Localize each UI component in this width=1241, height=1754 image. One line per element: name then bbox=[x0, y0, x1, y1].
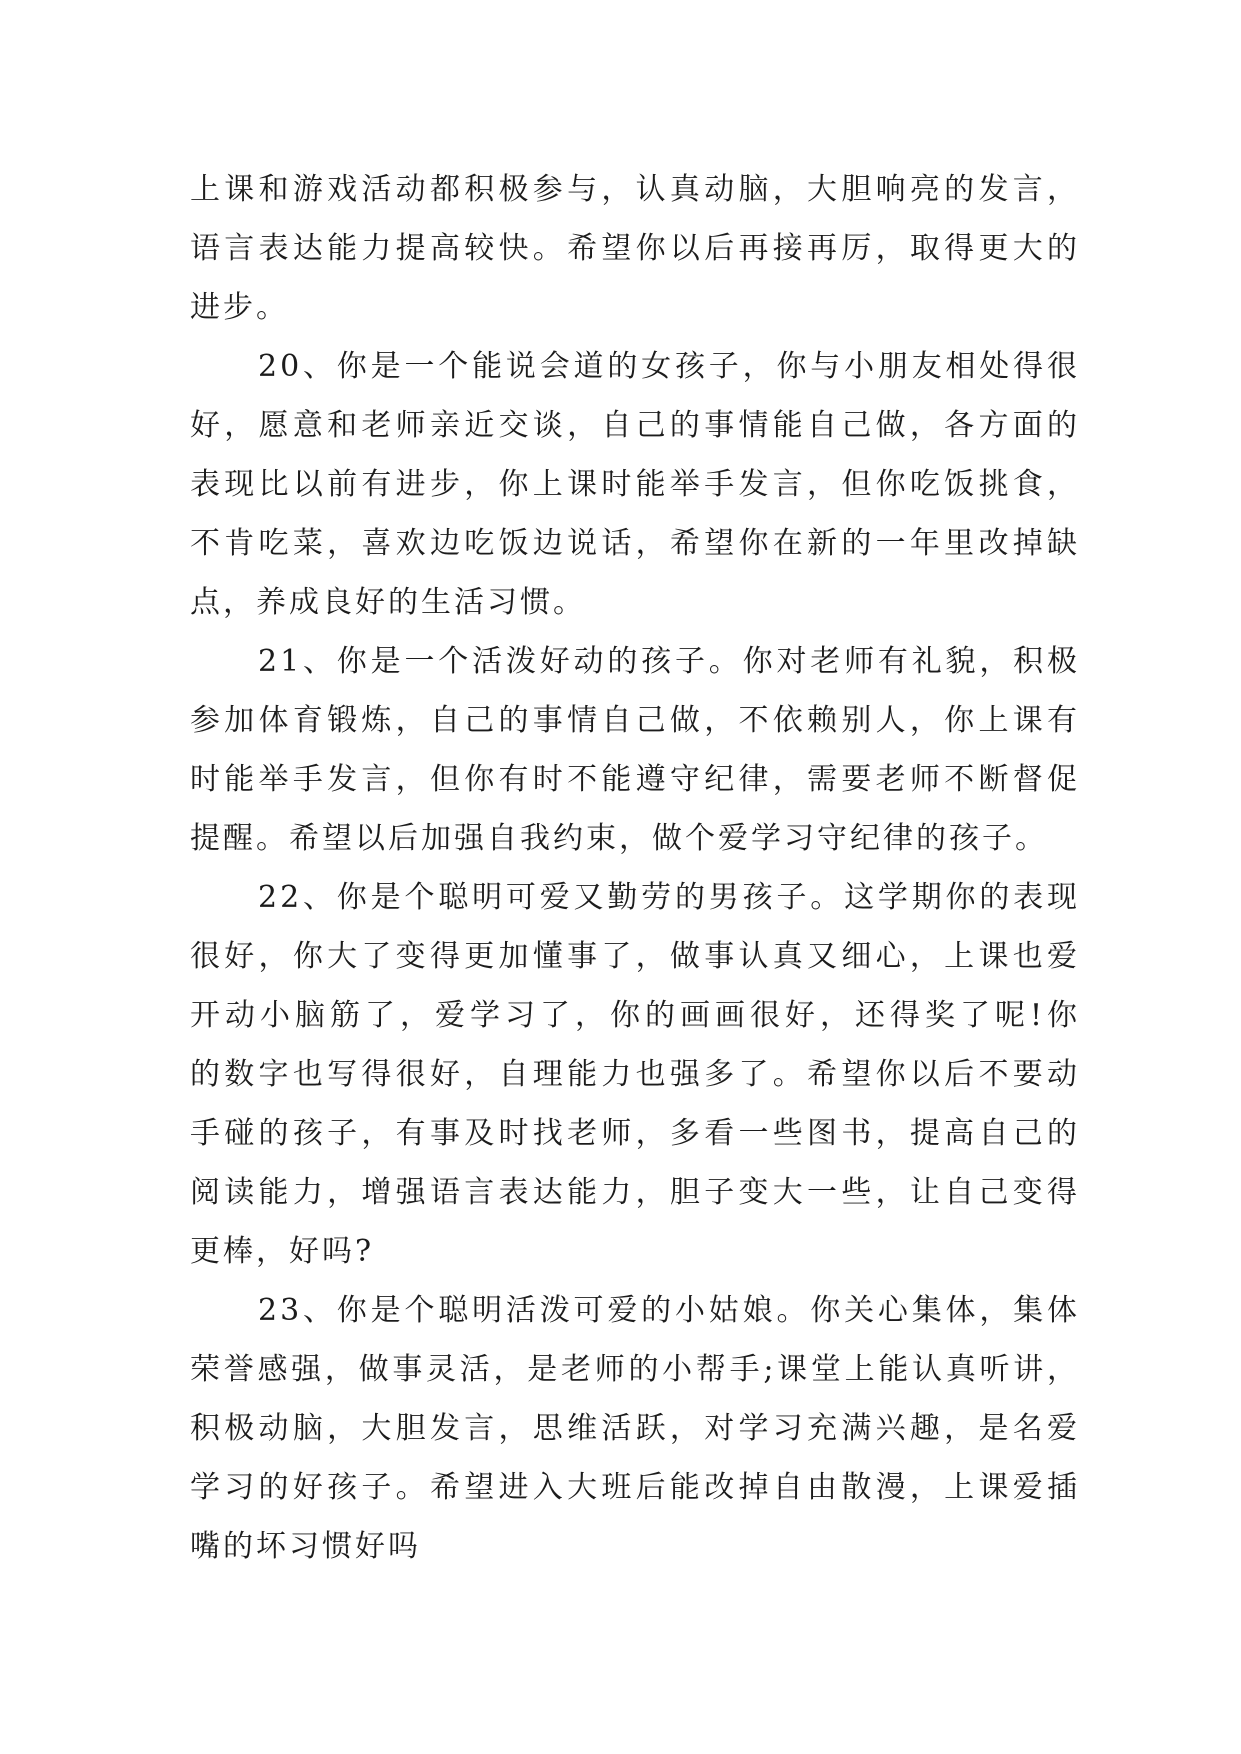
text-line: 阅读能力，增强语言表达能力，胆子变大一些，让自己变得 bbox=[190, 1175, 1080, 1210]
paragraph-item-21 bbox=[190, 632, 1080, 868]
text-line: 进步。 bbox=[190, 290, 289, 325]
text-line: 22、你是个聪明可爱又勤劳的男孩子。这学期你的表现 bbox=[258, 880, 1080, 915]
text-line: 时能举手发言，但你有时不能遵守纪律，需要老师不断督促 bbox=[190, 762, 1080, 797]
text-line: 20、你是一个能说会道的女孩子，你与小朋友相处得很 bbox=[258, 349, 1080, 384]
text-line: 语言表达能力提高较快。希望你以后再接再厉，取得更大的 bbox=[190, 231, 1080, 266]
paragraph-item-22 bbox=[190, 868, 1080, 1281]
text-line: 参加体育锻炼，自己的事情自己做，不依赖别人，你上课有 bbox=[190, 703, 1080, 738]
text-line: 23、你是个聪明活泼可爱的小姑娘。你关心集体，集体 bbox=[258, 1293, 1080, 1328]
paragraph-item-20 bbox=[190, 337, 1080, 632]
text-line: 荣誉感强，做事灵活，是老师的小帮手;课堂上能认真听讲， bbox=[190, 1352, 1080, 1387]
text-line: 很好，你大了变得更加懂事了，做事认真又细心，上课也爱 bbox=[190, 939, 1080, 974]
text-body bbox=[190, 160, 1080, 1576]
text-line: 点，养成良好的生活习惯。 bbox=[190, 585, 586, 620]
text-line: 手碰的孩子，有事及时找老师，多看一些图书，提高自己的 bbox=[190, 1116, 1080, 1151]
text-line: 更棒，好吗? bbox=[190, 1234, 375, 1269]
paragraph-item-23 bbox=[190, 1281, 1080, 1576]
text-line: 21、你是一个活泼好动的孩子。你对老师有礼貌，积极 bbox=[258, 644, 1080, 679]
text-line: 提醒。希望以后加强自我约束，做个爱学习守纪律的孩子。 bbox=[190, 821, 1048, 856]
text-line: 好，愿意和老师亲近交谈，自己的事情能自己做，各方面的 bbox=[190, 408, 1080, 443]
text-line: 上课和游戏活动都积极参与，认真动脑，大胆响亮的发言， bbox=[190, 172, 1080, 207]
text-line: 表现比以前有进步，你上课时能举手发言，但你吃饭挑食， bbox=[190, 467, 1080, 502]
text-line: 不肯吃菜，喜欢边吃饭边说话，希望你在新的一年里改掉缺 bbox=[190, 526, 1080, 561]
text-line: 学习的好孩子。希望进入大班后能改掉自由散漫，上课爱插 bbox=[190, 1470, 1080, 1505]
text-line: 开动小脑筋了，爱学习了，你的画画很好，还得奖了呢!你 bbox=[190, 998, 1080, 1033]
text-line: 嘴的坏习惯好吗 bbox=[190, 1529, 421, 1564]
text-line: 积极动脑，大胆发言，思维活跃，对学习充满兴趣，是名爱 bbox=[190, 1411, 1080, 1446]
paragraph-continued bbox=[190, 160, 1080, 337]
text-line: 的数字也写得很好，自理能力也强多了。希望你以后不要动 bbox=[190, 1057, 1080, 1092]
